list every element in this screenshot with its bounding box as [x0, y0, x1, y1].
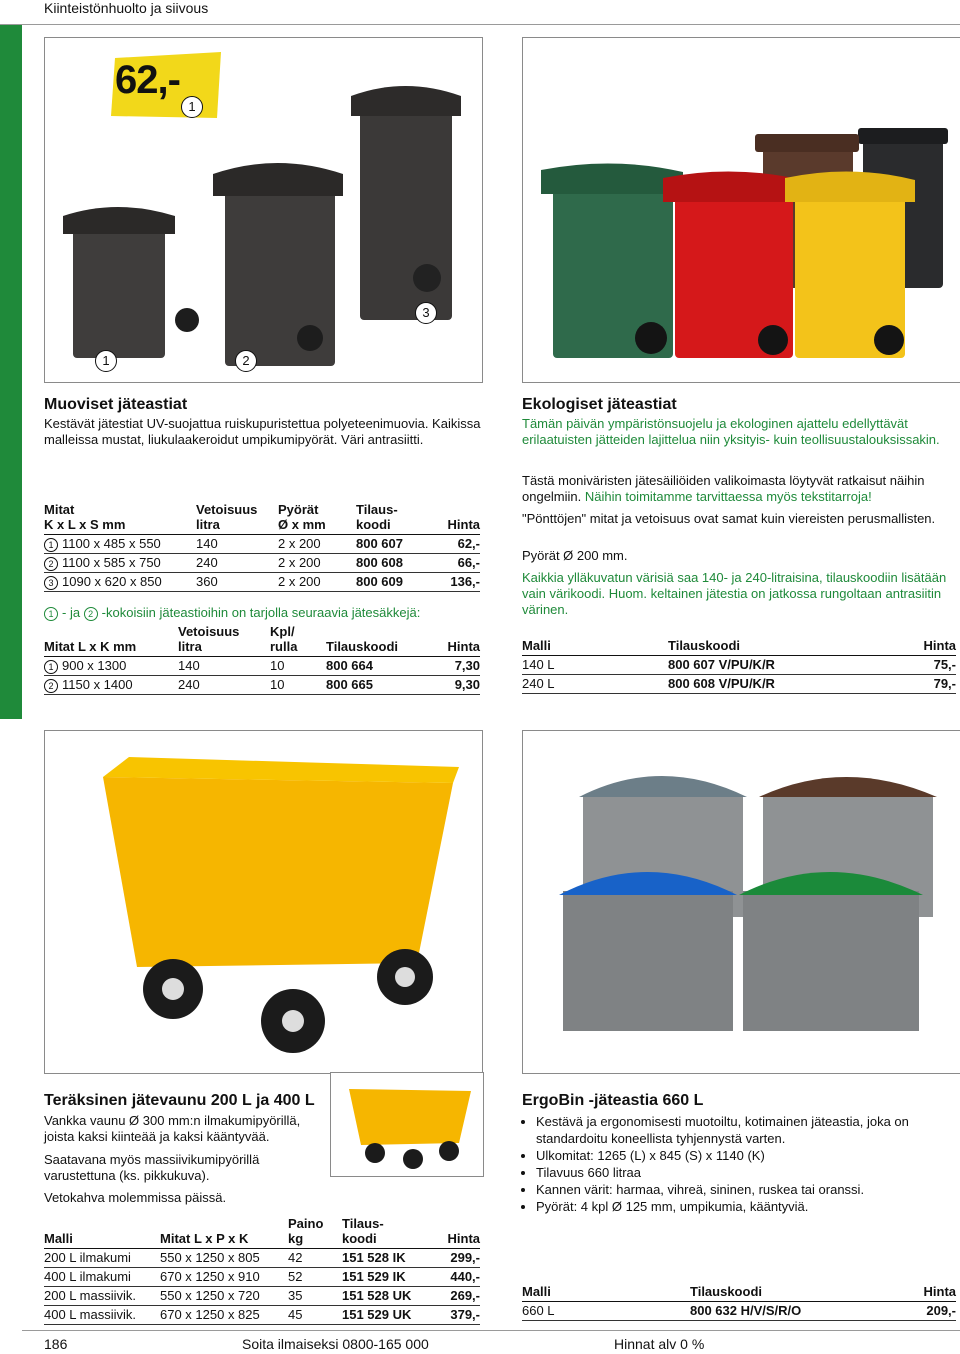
eco-bins-p4: Pyörät Ø 200 mm.: [522, 548, 628, 563]
ergobin-photo: [522, 730, 960, 1074]
black-bins-photo: [44, 37, 483, 383]
list-item: • Kannen värit: harmaa, vihreä, sininen, ruskea tai oranssi.: [536, 1181, 960, 1198]
table-row: 1 1100 x 485 x 550 140 2 x 200 800 607 62,-: [44, 535, 480, 554]
table-row: 400 L ilmakumi 670 x 1250 x 910 52 151 529 IK 440,-: [44, 1268, 480, 1287]
ergobin-feature-list: [522, 1113, 960, 1215]
footer-divider: [22, 1330, 960, 1331]
section-color-bar: [0, 25, 22, 719]
list-item: • Kestävä ja ergonomisesti muotoiltu, kotimainen jäteastia, joka on standardoitu koneellista tyhjennystä varten.: [536, 1113, 960, 1147]
yellow-cart-illustration: [45, 731, 482, 1073]
table-row: 3 1090 x 620 x 850 360 2 x 200 800 609 136,-: [44, 573, 480, 592]
green-lid-bin-icon: [739, 872, 923, 1031]
steel-cart-p3: Vetokahva molemmissa päissä.: [44, 1190, 227, 1205]
table-row: 140 L 800 607 V/PU/K/R 75,-: [522, 656, 956, 675]
table-row: 240 L 800 608 V/PU/K/R 79,-: [522, 675, 956, 694]
solid-wheel-cart-thumbnail: [330, 1072, 484, 1177]
steel-cart-p2: Saatavana myös massiivikumipyörillä varustettuna (ks. pikkukuva).: [44, 1152, 260, 1183]
marker-2: 2: [235, 350, 257, 372]
col-price: Hinta: [428, 502, 480, 535]
col-volume: Vetoisuus litra: [196, 502, 278, 535]
red-bin-icon: [663, 171, 803, 358]
plastic-bins-table: [44, 502, 480, 592]
eco-bins-title: Ekologiset jäteastiat: [522, 396, 677, 413]
yellow-bin-icon: [785, 171, 915, 358]
list-item: • Tilavuus 660 litraa: [536, 1164, 960, 1181]
list-item: • Pyörät: 4 kpl Ø 125 mm, umpikumia, kääntyviä.: [536, 1198, 960, 1215]
eco-bins-p2: Tästä moniväristen jätesäiliöiden valikoimasta löytyvät ratkaisut näihin ongelmiin. Näihin toimitamme tarvittaessa myös tekstitarroja!: [522, 473, 925, 504]
colored-bins-illustration: [523, 38, 960, 382]
black-bins-illustration: [45, 38, 482, 382]
table-row: 200 L ilmakumi 550 x 1250 x 805 42 151 528 IK 299,-: [44, 1249, 480, 1268]
section-title: Kiinteistönhuolto ja siivous: [44, 0, 209, 16]
ergobin-title: ErgoBin -jäteastia 660 L: [522, 1092, 704, 1109]
col-code: Tilaus- koodi: [356, 502, 428, 535]
page-header: [0, 0, 960, 22]
bags-table: Mitat L x K mm Vetoisuus litra Kpl/ rulla Tilauskoodi Hinta 1 900 x 1300 140 10 800 664 7,30 2 1150 x 1400 240 10 800 665 9,30: [44, 624, 480, 695]
header-divider: [0, 24, 960, 25]
page-number: 186: [44, 1336, 68, 1352]
steel-cart-table: Malli Mitat L x P x K Paino kg Tilaus- koodi Hinta 200 L ilmakumi 550 x 1250 x 805 42 151 528 IK 299,- 400 L ilmakumi 670 x 1250 x 910 52 151 529 IK 440,- 200 L massiivik. 550 x 1250 x 720 35 151 528 UK 269,- 400 L massiivik. 670 x 1250 x 825 45 151 529 UK 379,-: [44, 1216, 480, 1325]
eco-bins-p1: Tämän päivän ympäristönsuojelu ja ekologinen ajattelu edellyttävät erilaatuisten jätteiden lajittelua niin yksityis- kuin teollisuustalouksissakin.: [522, 416, 940, 447]
steel-cart-title: Teräksinen jätevaunu 200 L ja 400 L: [44, 1092, 315, 1109]
ergobins-illustration: [523, 731, 960, 1073]
phone-info: Soita ilmaiseksi 0800-165 000: [242, 1336, 429, 1352]
table-row: 1 900 x 1300 140 10 800 664 7,30: [44, 657, 480, 676]
ergobin-table: Malli Tilauskoodi Hinta 660 L 800 632 H/V/S/R/O 209,-: [522, 1284, 956, 1321]
eco-bins-p3: "Pönttöjen" mitat ja vetoisuus ovat samat kuin viereisten perusmallisten.: [522, 511, 936, 526]
plastic-bins-text: Kestävät jätestiat UV-suojattua ruiskupuristettua polyeteenimuovia. Kaikissa malleissa mustat, liukulaakeroidut umpikumipyörät. Väri antrasiitti.: [44, 416, 481, 447]
colored-bins-photo: [522, 37, 960, 383]
table-row: 200 L massiivik. 550 x 1250 x 720 35 151 528 UK 269,-: [44, 1287, 480, 1306]
eco-bins-table: Malli Tilauskoodi Hinta 140 L 800 607 V/PU/K/R 75,- 240 L 800 608 V/PU/K/R 79,-: [522, 638, 956, 694]
col-wheels: Pyörät Ø x mm: [278, 502, 356, 535]
bags-line: 1 - ja 2 -kokoisiin jäteastioihin on tarjolla seuraavia jätesäkkejä:: [44, 605, 420, 621]
price-tag-amount: 62,-: [115, 58, 180, 102]
table-row: 400 L massiivik. 670 x 1250 x 825 45 151 529 UK 379,-: [44, 1306, 480, 1325]
marker-3: 3: [415, 302, 437, 324]
vat-info: Hinnat alv 0 %: [614, 1336, 705, 1352]
green-bin-icon: [541, 163, 683, 358]
steel-cart-p1: Vankka vaunu Ø 300 mm:n ilmakumipyörillä, joista kaksi kiinteää ja kaksi kääntyvää.: [44, 1113, 301, 1144]
small-yellow-cart-illustration: [331, 1073, 483, 1176]
bin-240-icon: [213, 163, 343, 366]
marker-1: 1: [95, 350, 117, 372]
list-item: • Ulkomitat: 1265 (L) x 845 (S) x 1140 (K): [536, 1147, 960, 1164]
blue-lid-bin-icon: [559, 872, 737, 1031]
table-row: 660 L 800 632 H/V/S/R/O 209,-: [522, 1302, 956, 1321]
eco-bins-p5: Kaikkia ylläkuvatun värisiä saa 140- ja 240-litraisina, tilauskoodiin lisätään vain värikoodi. Huom. keltainen jätestia on jatkossa rungoltaan antrasiitin värinen.: [522, 570, 947, 617]
price-tag-circle: 1: [181, 96, 203, 118]
bin-360-icon: [351, 86, 461, 320]
bin-140-icon: [63, 207, 199, 358]
table-row: 2 1100 x 585 x 750 240 2 x 200 800 608 66,-: [44, 554, 480, 573]
table-row: 2 1150 x 1400 240 10 800 665 9,30: [44, 676, 480, 695]
plastic-bins-title: Muoviset jäteastiat: [44, 396, 188, 413]
col-dims: Mitat K x L x S mm: [44, 502, 196, 535]
table-header-row: [44, 502, 480, 535]
steel-cart-photo: [44, 730, 483, 1074]
